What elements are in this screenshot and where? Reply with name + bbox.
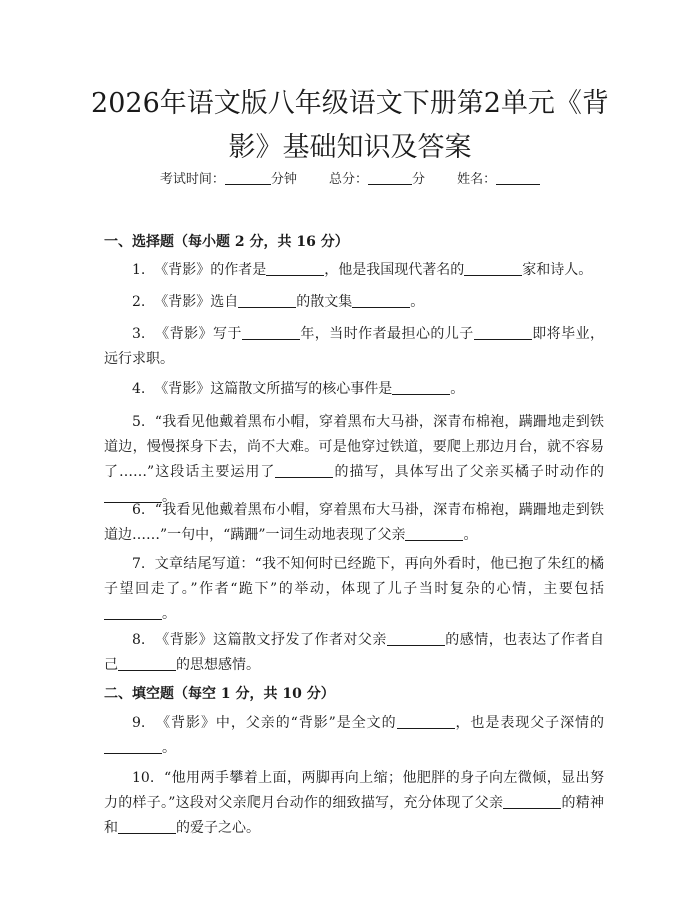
- time-unit: 分钟: [270, 172, 297, 187]
- question-text: ，也是表现父子深情的: [454, 715, 604, 731]
- answer-blank[interactable]: [118, 819, 176, 834]
- answer-blank[interactable]: [387, 631, 445, 646]
- section-heading-choice: 一、选择题（每小题 2 分，共 16 分）: [104, 234, 349, 250]
- question-text: 家和诗人。: [522, 262, 593, 278]
- question-text: 的散文集: [296, 294, 353, 310]
- question-text: 即将毕业，远行求职。: [104, 326, 605, 367]
- answer-blank[interactable]: [118, 656, 176, 671]
- question-4: [104, 377, 604, 402]
- section-heading-fill: 二、填空题（每空 1 分，共 10 分）: [104, 686, 335, 702]
- answer-blank[interactable]: [392, 380, 450, 395]
- time-blank[interactable]: [225, 170, 271, 185]
- question-number: 2.: [132, 294, 146, 310]
- score-label: 总分：: [328, 172, 368, 187]
- question-number: 7.: [132, 556, 146, 572]
- question-number: 4.: [132, 381, 146, 397]
- question-text: 《背影》中，父亲的“背影”是全文的: [156, 715, 397, 731]
- answer-blank[interactable]: [104, 739, 162, 754]
- question-text: “我看见他戴着黑布小帽，穿着黑布大马褂，深青布棉袍，蹒跚地走到铁道边，慢慢探身下去，尚不大难。可是他穿过铁道，要爬上那边月台，就不容易了……”这段话主要运用了: [104, 414, 604, 480]
- exam-meta: [0, 170, 700, 189]
- question-number: 1.: [132, 262, 146, 278]
- question-text: 《背影》选自: [154, 294, 239, 310]
- question-6: [104, 498, 604, 548]
- question-7: [104, 552, 604, 627]
- question-number: 9.: [132, 715, 146, 731]
- question-2: [104, 290, 604, 315]
- question-number: 8.: [132, 632, 146, 648]
- answer-blank[interactable]: [405, 526, 463, 541]
- question-1: [104, 258, 604, 283]
- question-text: 。: [162, 606, 176, 622]
- question-number: 6.: [132, 502, 146, 518]
- exam-time: [160, 172, 297, 187]
- answer-blank[interactable]: [104, 605, 162, 620]
- question-text: 的描写，具体写出了父亲买橘子时动作的: [333, 464, 604, 480]
- total-score: [329, 172, 425, 187]
- question-text: 《背影》的作者是: [154, 262, 267, 278]
- question-text: 。: [410, 294, 425, 310]
- question-3: [104, 322, 604, 372]
- question-8: [104, 628, 604, 678]
- answer-blank[interactable]: [275, 463, 333, 478]
- question-5: [104, 410, 604, 510]
- question-text: 的感情，也表达了作者自己: [104, 632, 605, 673]
- question-text: 。: [463, 527, 478, 543]
- question-text: 。: [162, 489, 176, 505]
- question-text: 《背影》写于: [155, 326, 242, 342]
- answer-blank[interactable]: [242, 325, 300, 340]
- page-title: 2026年语文版八年级语文下册第2单元《背影》基础知识及答案: [91, 88, 609, 163]
- question-text: ，他是我国现代著名的: [324, 262, 465, 278]
- question-text: 的精神和: [104, 795, 605, 836]
- question-text: 的思想感情。: [176, 657, 260, 673]
- student-name: [457, 172, 540, 187]
- question-10: [104, 766, 604, 841]
- question-text: 《背影》这篇散文所描写的核心事件是: [154, 381, 393, 397]
- question-number: 10.: [132, 770, 155, 786]
- answer-blank[interactable]: [397, 714, 455, 729]
- answer-blank[interactable]: [352, 293, 410, 308]
- question-text: 的爱子之心。: [176, 820, 260, 836]
- question-text: 《背影》这篇散文抒发了作者对父亲: [155, 632, 387, 648]
- question-text: “我看见他戴着黑布小帽，穿着黑布大马褂，深青布棉袍，蹒跚地走到铁道边……”一句中，“蹒跚”一词生动地表现了父亲: [104, 502, 604, 543]
- question-number: 3.: [132, 326, 146, 342]
- answer-blank[interactable]: [503, 794, 561, 809]
- question-text: “他用两手攀着上面，两脚再向上缩；他肥胖的身子向左微倾，显出努力的样子。”这段对父亲爬月台动作的细致描写，充分体现了父亲: [104, 770, 605, 811]
- answer-blank[interactable]: [474, 325, 532, 340]
- time-label: 考试时间：: [159, 172, 225, 187]
- name-label: 姓名：: [457, 172, 497, 187]
- score-blank[interactable]: [368, 170, 412, 185]
- answer-blank[interactable]: [266, 261, 324, 276]
- question-9: [104, 711, 604, 761]
- answer-blank[interactable]: [238, 293, 296, 308]
- answer-blank[interactable]: [464, 261, 522, 276]
- question-text: 。: [162, 740, 176, 756]
- question-number: 5.: [132, 414, 146, 430]
- question-text: 。: [450, 381, 465, 397]
- question-text: 文章结尾写道：“我不知何时已经跪下，再向外看时，他已抱了朱红的橘子望回走了。”作者“跪下”的举动，体现了儿子当时复杂的心情，主要包括: [104, 556, 604, 597]
- name-blank[interactable]: [496, 170, 540, 185]
- question-text: 年，当时作者最担心的儿子: [299, 326, 474, 342]
- score-unit: 分: [412, 172, 426, 187]
